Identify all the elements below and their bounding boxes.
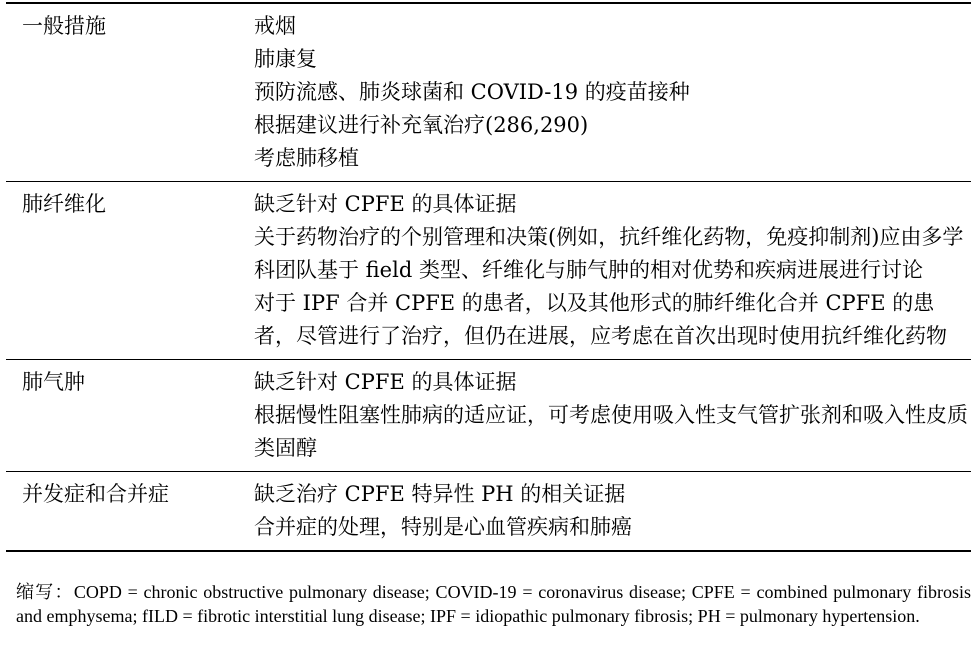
category-emphysema: 肺气肿 — [22, 370, 85, 394]
list-item: 根据慢性阻塞性肺病的适应证，可考虑使用吸入性支气管扩张剂和吸入性皮质类固醇 — [254, 403, 968, 460]
management-table — [6, 4, 971, 552]
abbreviations-footnote: 缩写：COPD = chronic obstructive pulmonary disease; COVID-19 = coronavirus disease; CPFE = combined pulmonary fibrosis and emphysema; fILD = fibrotic interstitial lung disease; IPF = idiopathic pulmonary fibrosis; PH = pulmonary hypertension. — [16, 582, 971, 626]
table-row — [6, 182, 971, 360]
list-item: 缺乏治疗 CPFE 特异性 PH 的相关证据 — [254, 482, 626, 506]
table-row — [6, 472, 971, 552]
list-item: 预防流感、肺炎球菌和 COVID-19 的疫苗接种 — [254, 80, 690, 104]
list-item: 缺乏针对 CPFE 的具体证据 — [254, 192, 517, 216]
list-item: 根据建议进行补充氧治疗(286,290) — [254, 113, 589, 137]
table-row — [6, 360, 971, 472]
list-item: 对于 IPF 合并 CPFE 的患者，以及其他形式的肺纤维化合并 CPFE 的患者，尽管进行了治疗，但仍在进展，应考虑在首次出现时使用抗纤维化药物 — [254, 291, 947, 348]
category-pulmonary-fibrosis: 肺纤维化 — [22, 192, 106, 216]
list-item: 肺康复 — [254, 47, 317, 71]
list-item: 缺乏针对 CPFE 的具体证据 — [254, 370, 517, 394]
list-item: 考虑肺移植 — [254, 146, 359, 170]
items-general-measures — [254, 10, 971, 175]
list-item: 关于药物治疗的个别管理和决策(例如，抗纤维化药物，免疫抑制剂)应由多学科团队基于 field 类型、纤维化与肺气肿的相对优势和疾病进展进行讨论 — [254, 225, 964, 282]
items-complications-comorbidities — [254, 478, 971, 544]
list-item: 合并症的处理，特别是心血管疾病和肺癌 — [254, 515, 632, 539]
table-row — [6, 4, 971, 182]
items-pulmonary-fibrosis — [254, 188, 971, 353]
category-general-measures: 一般措施 — [22, 14, 106, 38]
items-emphysema — [254, 366, 971, 465]
list-item: 戒烟 — [254, 14, 296, 38]
category-complications-comorbidities: 并发症和合并症 — [22, 482, 169, 506]
